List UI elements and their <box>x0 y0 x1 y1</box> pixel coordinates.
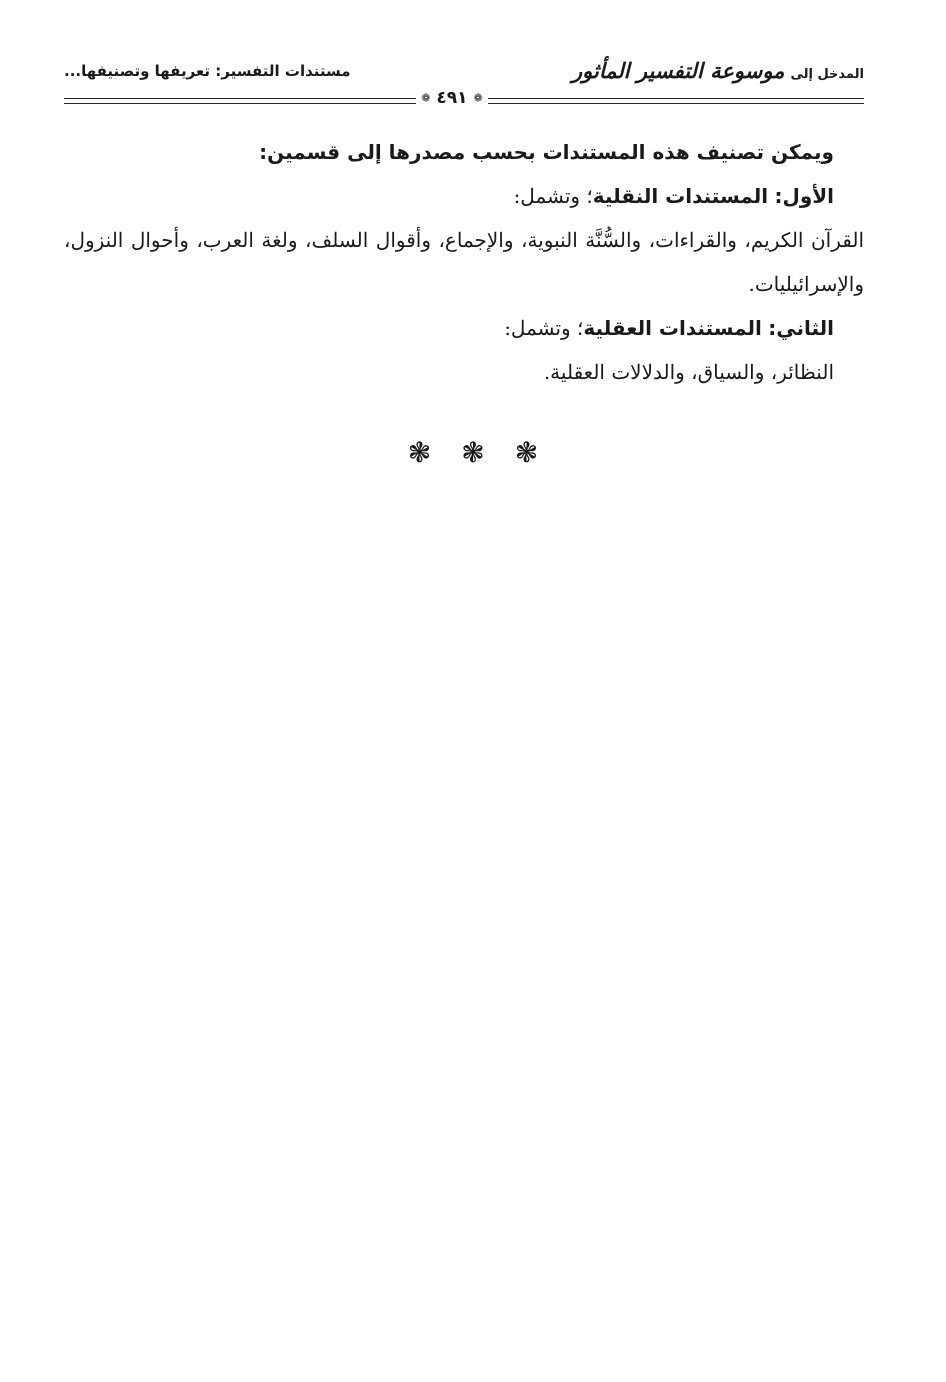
book-title: موسوعة التفسير المأثور <box>572 58 785 83</box>
first-category-heading <box>64 174 834 218</box>
second-rest: ؛ وتشمل: <box>504 316 584 340</box>
section-separator <box>0 436 946 469</box>
intro-sentence: ويمكن تصنيف هذه المستندات بحسب مصدرها إلى قسمين: <box>259 140 834 164</box>
main-text <box>64 130 864 394</box>
second-term: المستندات العقلية <box>583 316 762 340</box>
book-title-block <box>572 58 864 83</box>
header-rule <box>64 88 864 110</box>
star-ornament-icon: ❃ <box>407 436 462 469</box>
second-category-heading <box>64 306 834 350</box>
page-number-block <box>416 88 488 108</box>
chapter-title: مستندات التفسير: تعريفها وتصنيفها... <box>64 62 351 80</box>
star-ornament-icon: ❃ <box>461 436 515 469</box>
ornament-left-icon: ❁ <box>421 91 431 105</box>
second-label: الثاني: <box>768 316 834 340</box>
double-rule-right <box>488 98 864 104</box>
star-ornament-icon: ❃ <box>514 436 569 469</box>
first-label: الأول: <box>774 184 834 208</box>
first-category-items: القرآن الكريم، والقراءات، والسُّنَّة النبوية، والإجماع، وأقوال السلف، ولغة العرب، وأحوال النزول، والإسرائيليات. <box>64 228 864 296</box>
double-rule-left <box>64 98 416 104</box>
first-term: المستندات النقلية <box>592 184 769 208</box>
first-rest: ؛ وتشمل: <box>513 184 593 208</box>
page-number: ٤٩١ <box>436 88 468 108</box>
second-category-items: النظائر، والسياق، والدلالات العقلية. <box>543 360 834 384</box>
book-intro-label: المدخل إلى <box>790 67 864 82</box>
ornament-right-icon: ❁ <box>473 91 483 105</box>
